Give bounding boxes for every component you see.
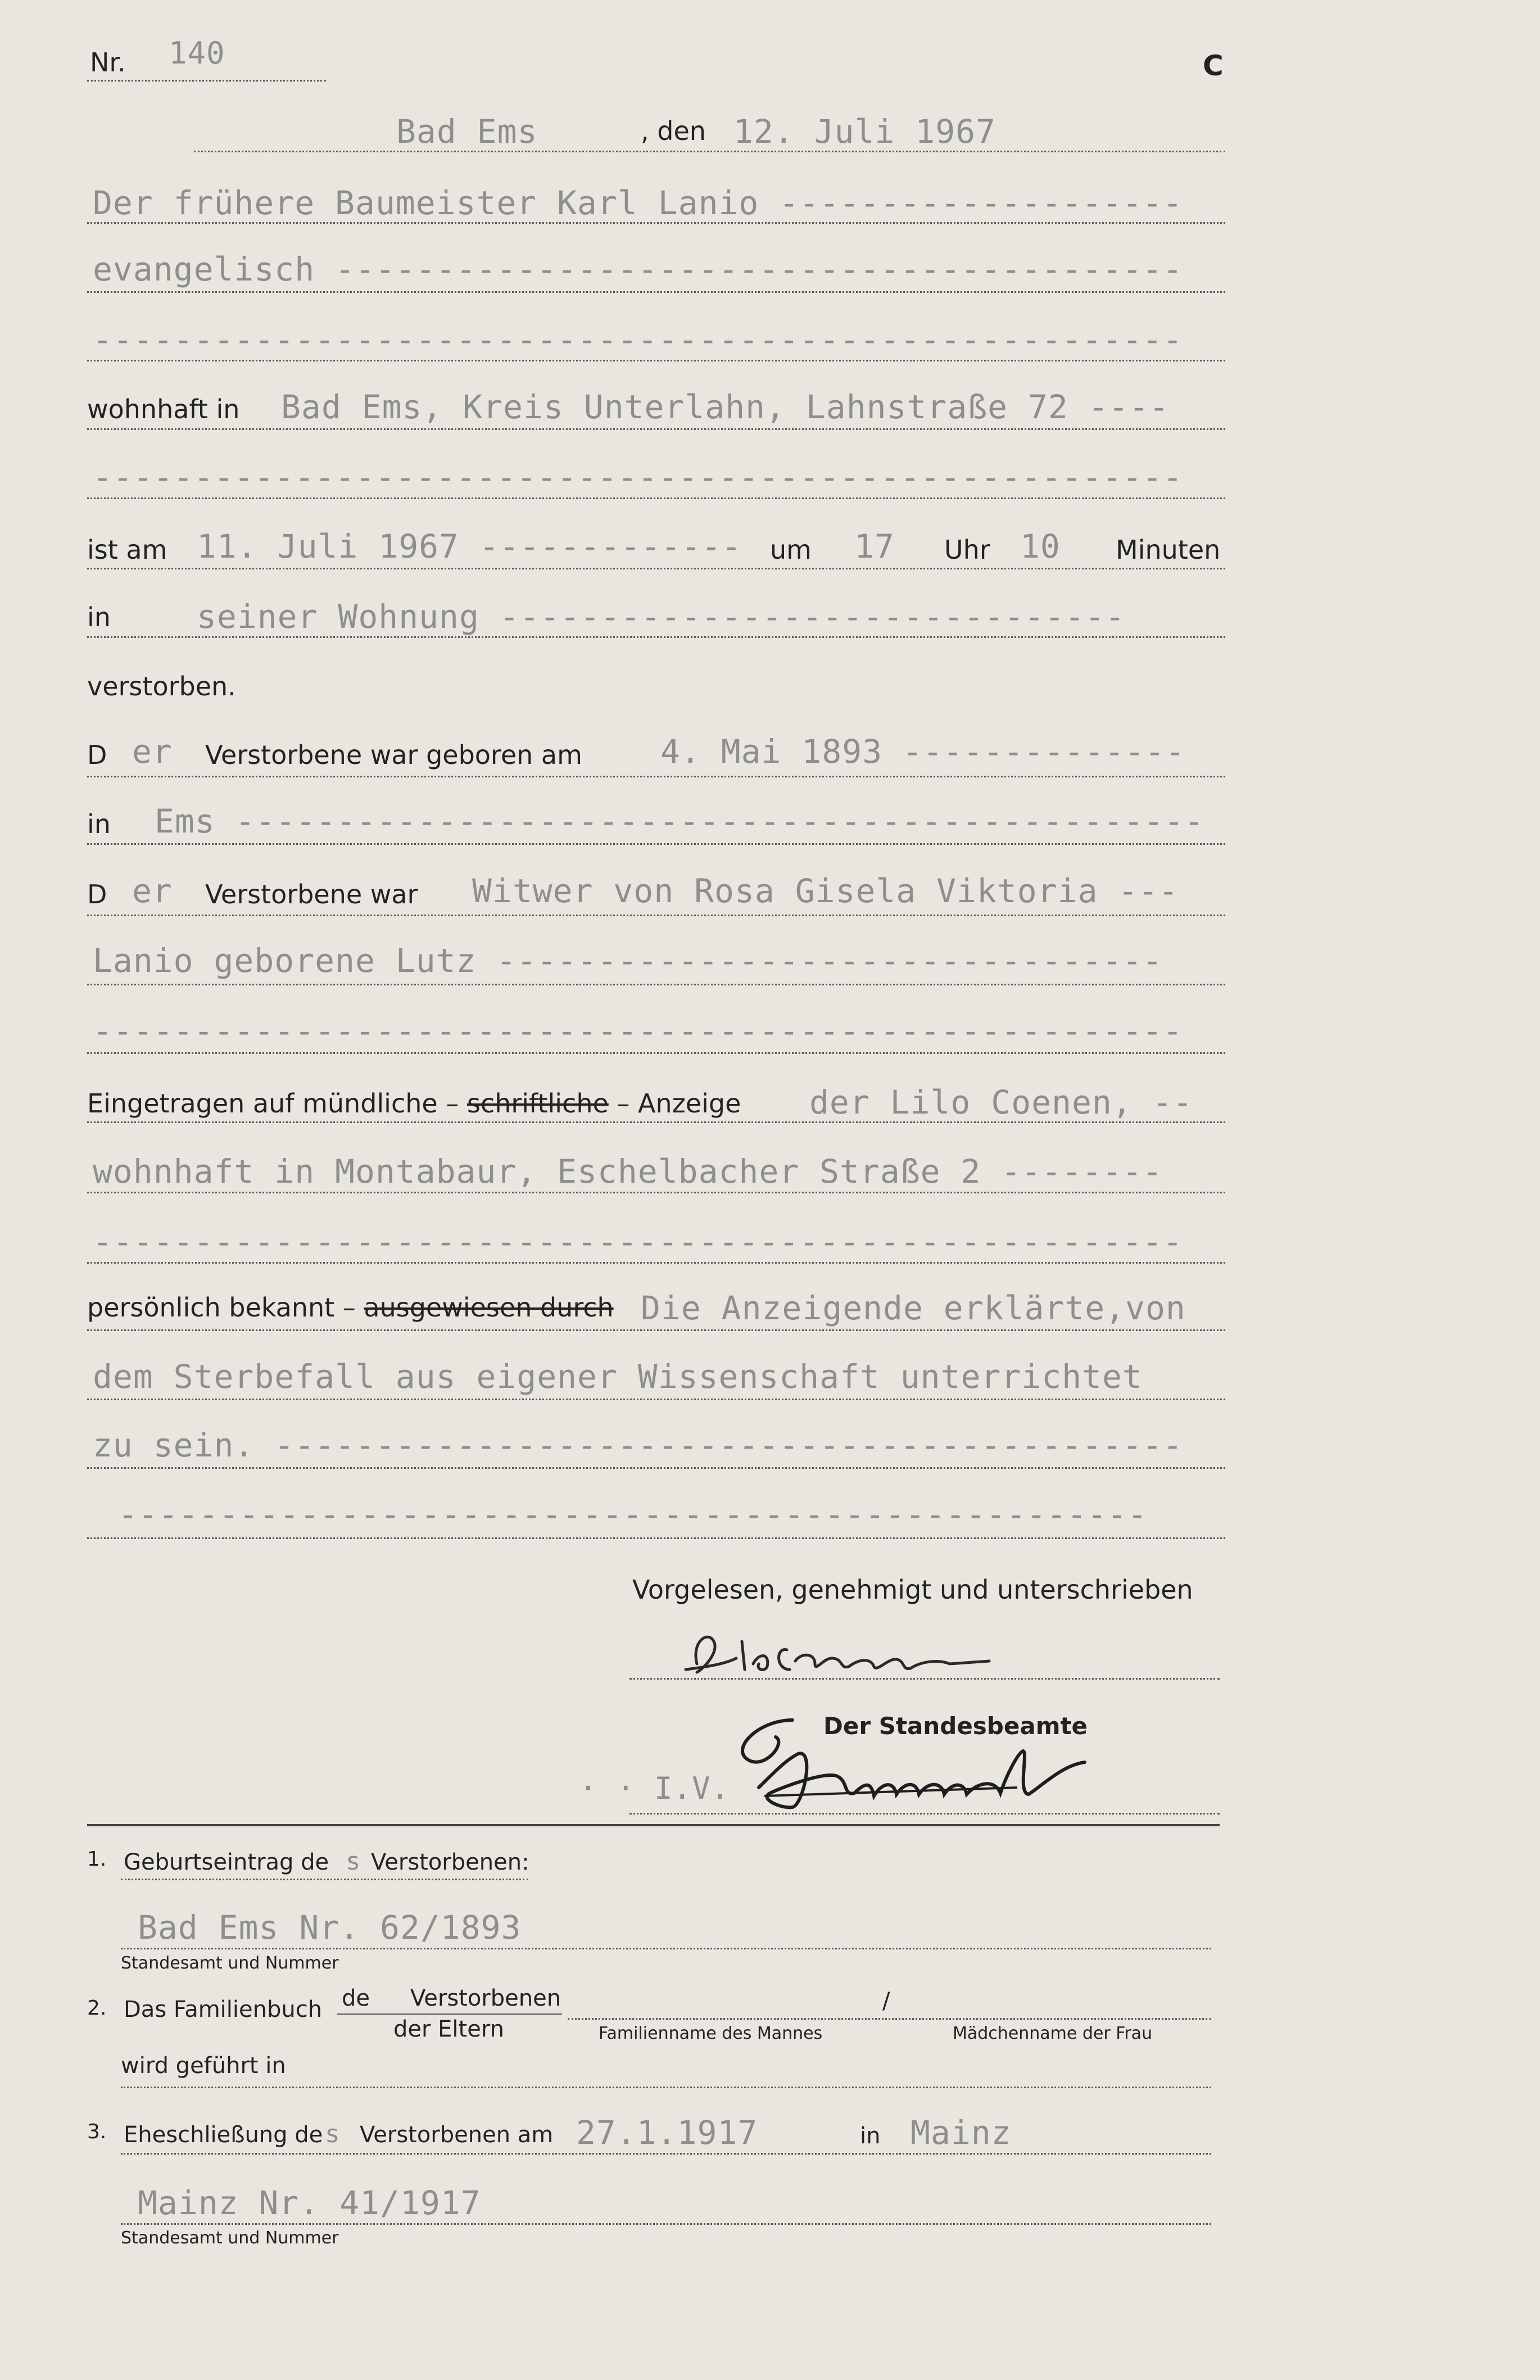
marriage-date: 27.1.1917: [576, 2114, 758, 2152]
note3-rule-b: [121, 2223, 1211, 2225]
informant-name: der Lilo Coenen, --: [809, 1083, 1193, 1121]
marital-er: er: [132, 872, 173, 910]
known-label-struck: ausgewiesen durch: [364, 1292, 614, 1323]
residence-value: Bad Ems, Kreis Unterlahn, Lahnstraße 72 ----: [281, 388, 1170, 426]
rule-20: [629, 1678, 1220, 1680]
rule-1: [87, 222, 1225, 224]
nr-value: 140: [169, 35, 225, 71]
note1-num: 1.: [87, 1848, 107, 1871]
declaration-1: Die Anzeigende erklärte,von: [641, 1289, 1186, 1327]
death-minutes: 10: [1020, 527, 1061, 565]
note3-label-2: Verstorbenen am: [360, 2122, 554, 2148]
den-label: , den: [641, 116, 706, 146]
registration-label-struck: schriftliche: [466, 1088, 609, 1119]
known-label-a: persönlich bekannt –: [87, 1292, 356, 1323]
note3-caption: Standesamt und Nummer: [121, 2228, 339, 2248]
declaration-4: ---------------------------------------------------: [118, 1495, 1148, 1533]
note2-wird: wird geführt in: [121, 2053, 286, 2079]
read-approved-label: Vorgelesen, genehmigt und unterschrieben: [632, 1574, 1193, 1605]
registrar-signature: [725, 1698, 1118, 1821]
rule-17: [87, 1399, 1225, 1400]
death-in-label: in: [87, 602, 111, 632]
marital-value-3: ------------------------------------------------------: [93, 1012, 1183, 1050]
um-label: um: [770, 535, 812, 565]
person-religion: evangelisch ------------------------------------------: [93, 250, 1183, 288]
declaration-2: dem Sterbefall aus eigener Wissenschaft unterrichtet: [93, 1358, 1143, 1396]
birth-d-label: D: [87, 740, 107, 770]
birth-label: Verstorbene war geboren am: [205, 740, 582, 770]
marital-label: Verstorbene war: [205, 879, 418, 910]
note2-slash: /: [882, 1988, 890, 2014]
note2-de: de: [342, 1985, 370, 2011]
note3-in: in: [860, 2123, 881, 2149]
rule-14: [87, 1192, 1225, 1193]
form-letter: C: [1203, 49, 1224, 82]
iv-label: · · I.V.: [579, 1771, 730, 1806]
note3-rule-a: [121, 2153, 1211, 2155]
note1-caption: Standesamt und Nummer: [121, 1953, 339, 1973]
verstorben-label: verstorben.: [87, 671, 236, 702]
date-underline: [194, 151, 1225, 152]
uhr-label: Uhr: [944, 535, 990, 565]
rule-16: [87, 1329, 1225, 1331]
rule-9: [87, 843, 1225, 845]
residence-label: wohnhaft in: [87, 394, 240, 424]
note2-caption-man: Familienname des Mannes: [599, 2024, 823, 2043]
note1-value: Bad Ems Nr. 62/1893: [138, 1908, 522, 1947]
rule-18: [87, 1467, 1225, 1469]
birth-er: er: [132, 732, 173, 771]
note2-rule-b: [121, 2087, 1211, 2088]
birth-place: Ems ------------------------------------------------: [155, 802, 1204, 840]
note2-mid-rule: [337, 2014, 562, 2015]
rule-8: [87, 776, 1225, 777]
nr-label: Nr.: [90, 47, 126, 78]
informant-signature: [674, 1619, 1023, 1686]
death-date: 11. Juli 1967 -------------: [197, 527, 742, 565]
section-divider: [87, 1824, 1220, 1826]
person-line-3: ------------------------------------------------------: [93, 320, 1183, 359]
death-place: seiner Wohnung -------------------------------: [197, 598, 1126, 636]
registration-label: [87, 1088, 741, 1119]
record-date: 12. Juli 1967: [733, 112, 996, 151]
rule-6: [87, 568, 1225, 569]
note3-value: Mainz Nr. 41/1917: [138, 2184, 481, 2222]
place-of-record: Bad Ems: [396, 112, 538, 151]
marital-d-label: D: [87, 879, 107, 910]
person-line-5: ------------------------------------------------------: [93, 458, 1183, 496]
informant-address: wohnhaft in Montabaur, Eschelbacher Straße 2 --------: [93, 1152, 1163, 1191]
minuten-label: Minuten: [1116, 535, 1221, 565]
rule-11: [87, 984, 1225, 985]
note3-label: Eheschließung de: [124, 2122, 323, 2148]
note1-label: Geburtseintrag de: [124, 1849, 329, 1875]
death-hour: 17: [854, 527, 895, 565]
note1-s: s: [346, 1847, 361, 1876]
note2-caption-woman: Mädchenname der Frau: [953, 2024, 1153, 2043]
rule-15: [87, 1262, 1225, 1264]
note1-rule-b: [121, 1948, 1211, 1949]
rule-19: [87, 1537, 1225, 1539]
note3-s: s: [325, 2120, 341, 2148]
note2-rule-a: [568, 2018, 1211, 2020]
note2-eltern: der Eltern: [393, 2016, 504, 2042]
nr-underline: [87, 80, 326, 82]
note1-rule-a: [121, 1879, 528, 1880]
marital-value-1: Witwer von Rosa Gisela Viktoria ---: [472, 872, 1179, 910]
rule-10: [87, 915, 1225, 916]
declaration-3: zu sein. ---------------------------------------------: [93, 1426, 1183, 1464]
note1-label-2: Verstorbenen:: [371, 1849, 529, 1875]
rule-2: [87, 291, 1225, 293]
registrar-label: Der Standesbeamte: [823, 1712, 1088, 1740]
birth-date: 4. Mai 1893 --------------: [660, 732, 1185, 771]
person-line-1: Der frühere Baumeister Karl Lanio --------------------: [93, 184, 1183, 222]
note2-num: 2.: [87, 1997, 107, 2020]
rule-3: [87, 360, 1225, 361]
marital-value-2: Lanio geborene Lutz ---------------------------------: [93, 942, 1163, 980]
birth-in-label: in: [87, 809, 111, 839]
known-label: [87, 1292, 614, 1323]
note2-verstorbenen: Verstorbenen: [410, 1985, 561, 2011]
rule-13: [87, 1121, 1225, 1123]
rule-21: [629, 1813, 1220, 1815]
note3-num: 3.: [87, 2120, 107, 2143]
registration-line-3: ------------------------------------------------------: [93, 1223, 1183, 1261]
rule-4: [87, 428, 1225, 430]
rule-7: [87, 636, 1225, 638]
marriage-place: Mainz: [911, 2114, 1012, 2152]
note2-label: Das Familienbuch: [124, 1997, 323, 2022]
ist-am-label: ist am: [87, 535, 167, 565]
rule-5: [87, 497, 1225, 499]
rule-12: [87, 1052, 1225, 1054]
registration-label-b: – Anzeige: [617, 1088, 741, 1119]
registration-label-a: Eingetragen auf mündliche –: [87, 1088, 459, 1119]
